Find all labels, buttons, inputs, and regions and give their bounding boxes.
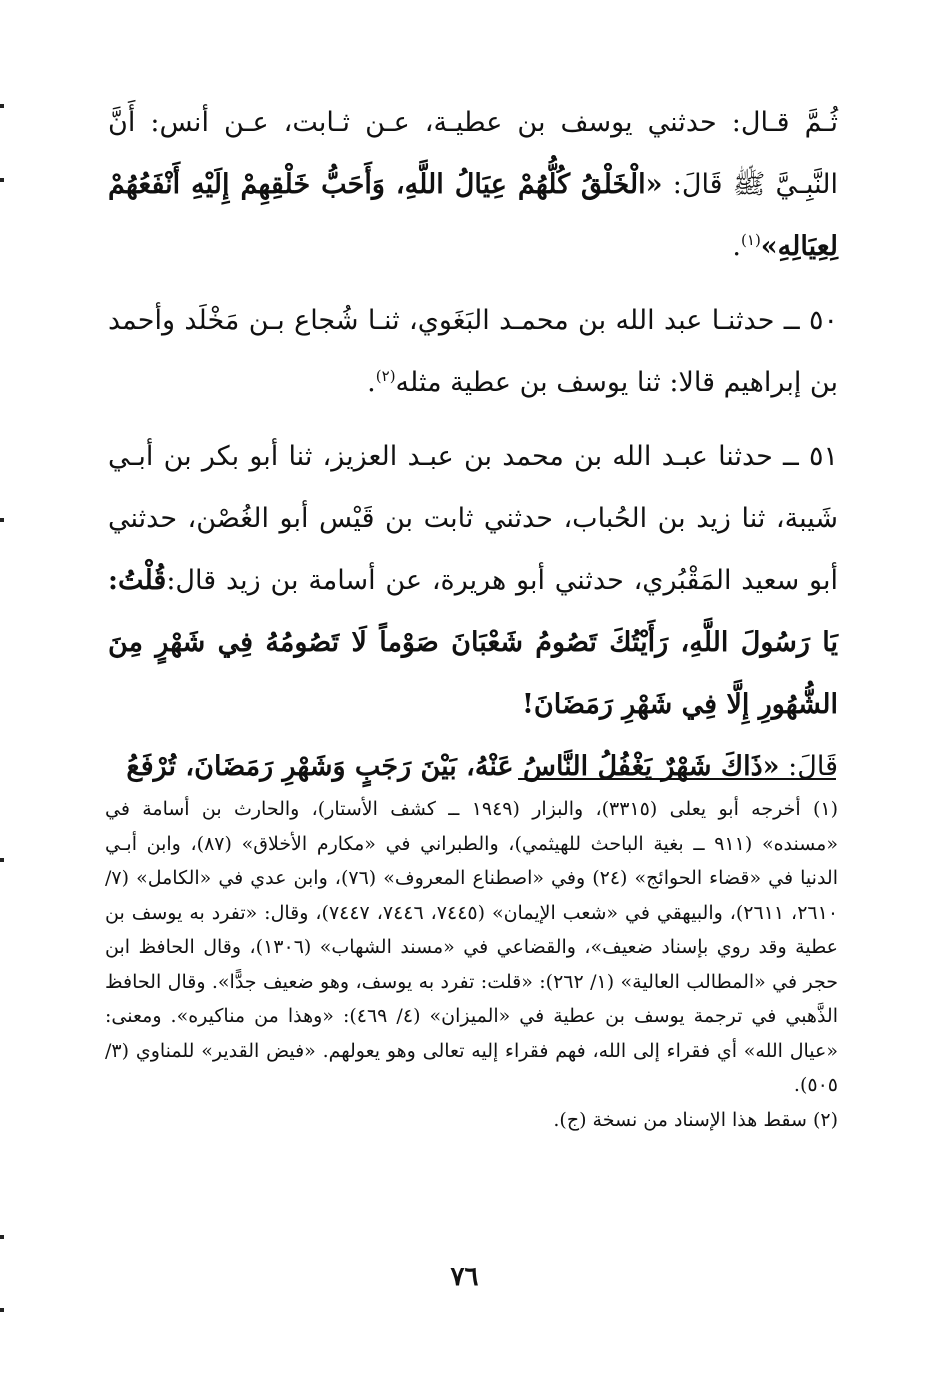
paragraph-hadith-51-continued (108, 736, 838, 798)
hadith-quote: قُلْتُ: يَا رَسُولَ اللَّهِ، رَأَيْتُكَ تَصُومُ شَعْبَانَ صَوْماً لَا تَصُومُهُ فِي شَهْرٍ مِنَ الشُّهُورِ إِلَّا فِي شَهْرِ رَمَضَانَ! (108, 565, 838, 720)
hadith-quote: «ذَاكَ شَهْرٌ يَغْفُلُ النَّاسُ عَنْهُ، بَيْنَ رَجَبٍ وَشَهْرِ رَمَضَانَ، تُرْفَعُ (126, 751, 780, 782)
paragraph-end: . (732, 231, 742, 262)
footnote-2 (105, 1103, 838, 1138)
footnote-1 (105, 792, 838, 1103)
footnotes (105, 792, 838, 1137)
footnote-text: أخرجه أبو يعلى (٣٣١٥)، والبزار (١٩٤٩ ــ كشف الأستار)، والحارث بن أسامة في «مسنده» (٩١١ ــ بغية الباحث للهيثمي)، والطبراني في «مكارم الأخلاق» (٨٧)، وابن أبـي الدنيا في «قضاء الحوائج» (٢٤) وفي «اصطناع المعروف» (٧٦)، وابن عدي في «الكامل» (٧/ ٢٦١٠، ٢٦١١)، والبيهقي في «شعب الإيمان» (٧٤٤٥، ٧٤٤٦، ٧٤٤٧)، وقال: «تفرد به يوسف بن عطية وقد روي بإسناد ضعيف»، والقضاعي في «مسند الشهاب» (١٣٠٦)، وقال الحافظ ابن حجر في «المطالب العالية» (١/ ٢٦٢): «قلت: تفرد به يوسف، وهو ضعيف جدًّا». وقال الحافظ الذَّهبي في ترجمة يوسف بن عطية في «الميزان» (٤/ ٤٦٩): «وهذا من مناكيره». ومعنى: «عيال الله» أي فقراء إلى الله، فهم فقراء إليه تعالى وهو يعولهم. «فيض القدير» للمناوي (٣/ ٥٠٥). (105, 798, 839, 1096)
paragraph-hadith-51 (108, 426, 838, 736)
paragraph-text: ثُـمَّ قـال: حدثني يوسف بن عطيـة، عـن ثـابت، عـن أنس: أَنَّ النَّبِـيَّ ﷺ قَالَ: (108, 107, 838, 200)
paragraph-text: ٥١ ــ حدثنا عبـد الله بن محمد بن عبـد العزيز، ثنا أبو بكر بن أبـي شَيبة، ثنا زيد بن الحُباب، حدثني ثابت بن قَيْس أبو الغُصْن، حدثني أبو سعيد المَقْبُري، حدثني أبو هريرة، عن أسامة بن زيد قال: (108, 441, 838, 596)
paragraph-hadith-49 (108, 92, 838, 278)
paragraph-text: ٥٠ ــ حدثنـا عبد الله بن محمـد البَغَوي، ثنـا شُجاع بـن مَخْلَد وأحمد بن إبراهيم قالا: ثنا يوسف بن عطية مثله (108, 305, 838, 398)
footnote-ref-2: (٢) (375, 367, 396, 385)
paragraph-text: قَالَ: (779, 751, 838, 782)
footnote-divider (518, 778, 836, 780)
footnote-number: (٢) (812, 1108, 838, 1131)
scan-edge-mark (0, 1308, 4, 1312)
scan-edge-mark (0, 104, 4, 108)
scan-edge-mark (0, 178, 4, 182)
scan-edge-mark (0, 1235, 4, 1239)
footnote-ref-1: (١) (741, 231, 761, 249)
footnote-text: سقط هذا الإسناد من نسخة (ج). (553, 1108, 807, 1131)
paragraph-hadith-50 (108, 290, 838, 414)
footnote-number: (١) (812, 798, 839, 820)
page-number: ٧٦ (450, 1262, 479, 1292)
main-text (108, 92, 838, 798)
scan-edge-mark (0, 858, 4, 862)
paragraph-end: . (367, 367, 376, 398)
hadith-quote: «الْخَلْقُ كُلُّهُمْ عِيَالُ اللَّهِ، وَأَحَبُّ خَلْقِهِمْ إِلَيْهِ أَنْفَعُهُمْ لِعِيَالِهِ» (108, 169, 838, 262)
scan-edge-mark (0, 518, 4, 522)
